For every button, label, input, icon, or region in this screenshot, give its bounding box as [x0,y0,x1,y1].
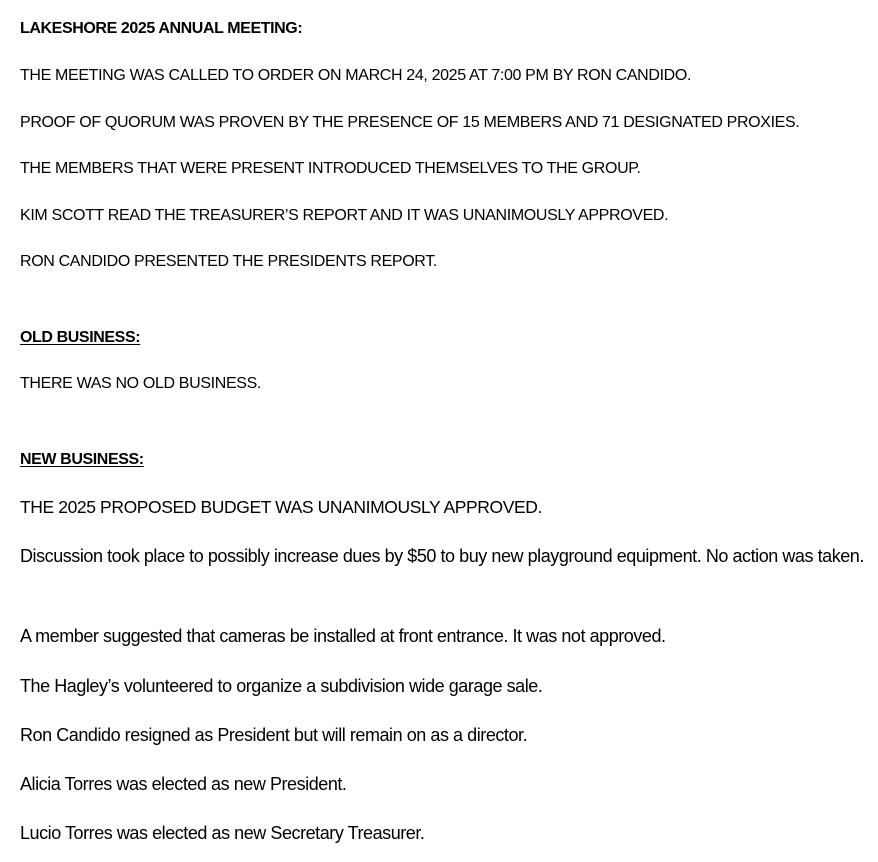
document-title: LAKESHORE 2025 ANNUAL MEETING: [20,20,303,37]
opening-paragraph: THE MEETING WAS CALLED TO ORDER ON MARCH 24, 2025 AT 7:00 PM BY RON CANDIDO. [20,67,692,84]
new-business-item: THE 2025 PROPOSED BUDGET WAS UNANIMOUSLY APPROVED. [20,497,542,517]
old-business-item: THERE WAS NO OLD BUSINESS. [20,375,262,392]
new-business-item: Ron Candido resigned as President but will remain on as a director. [20,725,528,745]
new-business-heading: NEW BUSINESS: [20,451,144,468]
opening-paragraph: THE MEMBERS THAT WERE PRESENT INTRODUCED THEMSELVES TO THE GROUP. [20,160,641,177]
new-business-item: Lucio Torres was elected as new Secretary Treasurer. [20,823,425,843]
new-business-item: The Hagley’s volunteered to organize a subdivision wide garage sale. [20,676,543,696]
new-business-item: Alicia Torres was elected as new President. [20,774,347,794]
opening-paragraph: PROOF OF QUORUM WAS PROVEN BY THE PRESENCE OF 15 MEMBERS AND 71 DESIGNATED PROXIES. [20,114,800,131]
new-business-item: Discussion took place to possibly increase dues by $50 to buy new playground equipment. No action was taken. [20,546,864,566]
opening-paragraph: KIM SCOTT READ THE TREASURER’S REPORT AND IT WAS UNANIMOUSLY APPROVED. [20,207,669,224]
old-business-heading: OLD BUSINESS: [20,329,141,346]
opening-paragraph: RON CANDIDO PRESENTED THE PRESIDENTS REPORT. [20,253,437,270]
new-business-item: A member suggested that cameras be installed at front entrance. It was not approved. [20,626,666,646]
